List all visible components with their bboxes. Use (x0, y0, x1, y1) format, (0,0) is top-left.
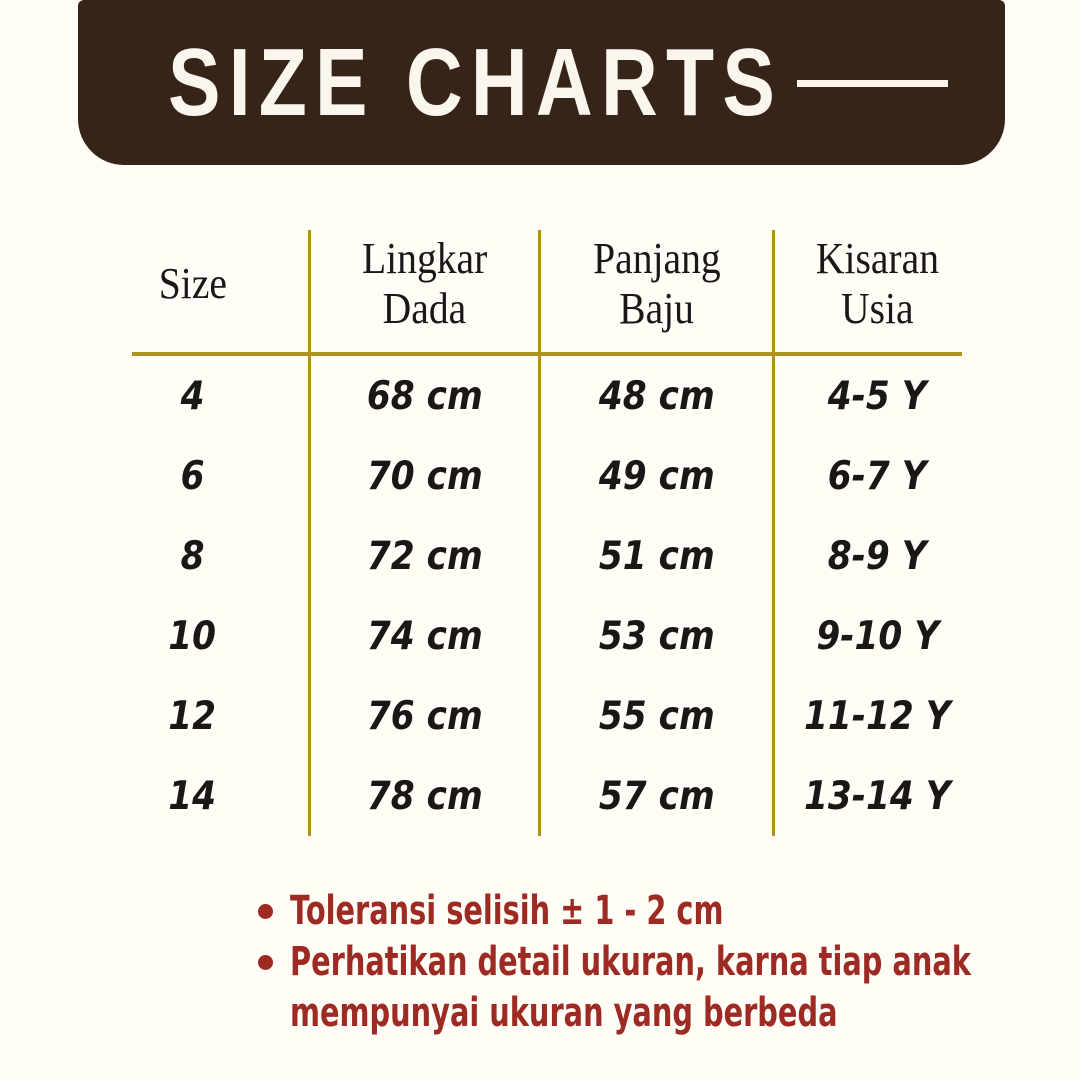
table-cell (772, 436, 962, 516)
cell-value: 72 cm (366, 533, 483, 579)
cell-value: 70 cm (366, 453, 483, 499)
header-line: Kisaran (815, 234, 940, 283)
table-header-kisaran-usia (772, 230, 962, 356)
table-cell (538, 436, 772, 516)
note-line: mempunyai ukuran yang berbeda (290, 990, 838, 1036)
cell-value: 57 cm (598, 773, 715, 819)
header-line: Baju (619, 284, 694, 333)
header-line: Panjang (592, 234, 721, 283)
note-item (258, 886, 1080, 937)
header-line: Lingkar (361, 234, 488, 283)
header-line: Usia (841, 284, 914, 333)
bullet-dot-icon (258, 955, 273, 970)
cell-value: 14 (168, 773, 217, 819)
table-cell (772, 596, 962, 676)
cell-value: 51 cm (598, 533, 715, 579)
cell-value: 6 (180, 453, 205, 499)
notes-list (258, 886, 1080, 1039)
cell-value: 11-12 Y (804, 693, 951, 739)
table-cell (772, 356, 962, 436)
cell-value: 4-5 Y (828, 373, 927, 419)
table-cell (132, 436, 308, 516)
table-cell (538, 676, 772, 756)
note-text (290, 886, 892, 937)
table-cell (308, 356, 538, 436)
cell-value: 8-9 Y (828, 533, 927, 579)
cell-value: 6-7 Y (828, 453, 927, 499)
table-cell (772, 676, 962, 756)
table-cell (132, 356, 308, 436)
table-cell (132, 596, 308, 676)
cell-value: 48 cm (598, 373, 715, 419)
table-cell (772, 516, 962, 596)
table-header-panjang-baju (538, 230, 772, 356)
cell-value: 8 (180, 533, 205, 579)
table-cell (308, 676, 538, 756)
cell-value: 68 cm (366, 373, 483, 419)
size-chart-table (132, 230, 962, 836)
table-cell (132, 516, 308, 596)
header-line: Size (158, 259, 227, 308)
cell-value: 53 cm (598, 613, 715, 659)
cell-value: 78 cm (366, 773, 483, 819)
page-title: SIZE CHARTS (168, 28, 784, 136)
header-band (78, 0, 1005, 165)
table-cell (772, 756, 962, 836)
table-cell (132, 676, 308, 756)
table-cell (538, 596, 772, 676)
table-header-size (132, 230, 308, 356)
cell-value: 76 cm (366, 693, 483, 739)
table-cell (308, 596, 538, 676)
note-line: Toleransi selisih ± 1 - 2 cm (290, 888, 724, 934)
table-cell (308, 436, 538, 516)
table-cell (538, 516, 772, 596)
cell-value: 4 (180, 373, 205, 419)
cell-value: 55 cm (598, 693, 715, 739)
note-item (258, 937, 1080, 1039)
cell-value: 10 (168, 613, 217, 659)
header-line: Dada (382, 284, 467, 333)
cell-value: 9-10 Y (816, 613, 939, 659)
table-cell (538, 356, 772, 436)
cell-value: 49 cm (598, 453, 715, 499)
note-line: Perhatikan detail ukuran, karna tiap anak (290, 939, 971, 985)
bullet-dot-icon (258, 904, 273, 919)
table-cell (538, 756, 772, 836)
table-cell (308, 756, 538, 836)
title-underline-dash (797, 80, 948, 87)
cell-value: 12 (168, 693, 217, 739)
table-header-lingkar-dada (308, 230, 538, 356)
table-cell (308, 516, 538, 596)
cell-value: 13-14 Y (804, 773, 951, 819)
cell-value: 74 cm (366, 613, 483, 659)
table-cell (132, 756, 308, 836)
note-text (290, 937, 1080, 1039)
